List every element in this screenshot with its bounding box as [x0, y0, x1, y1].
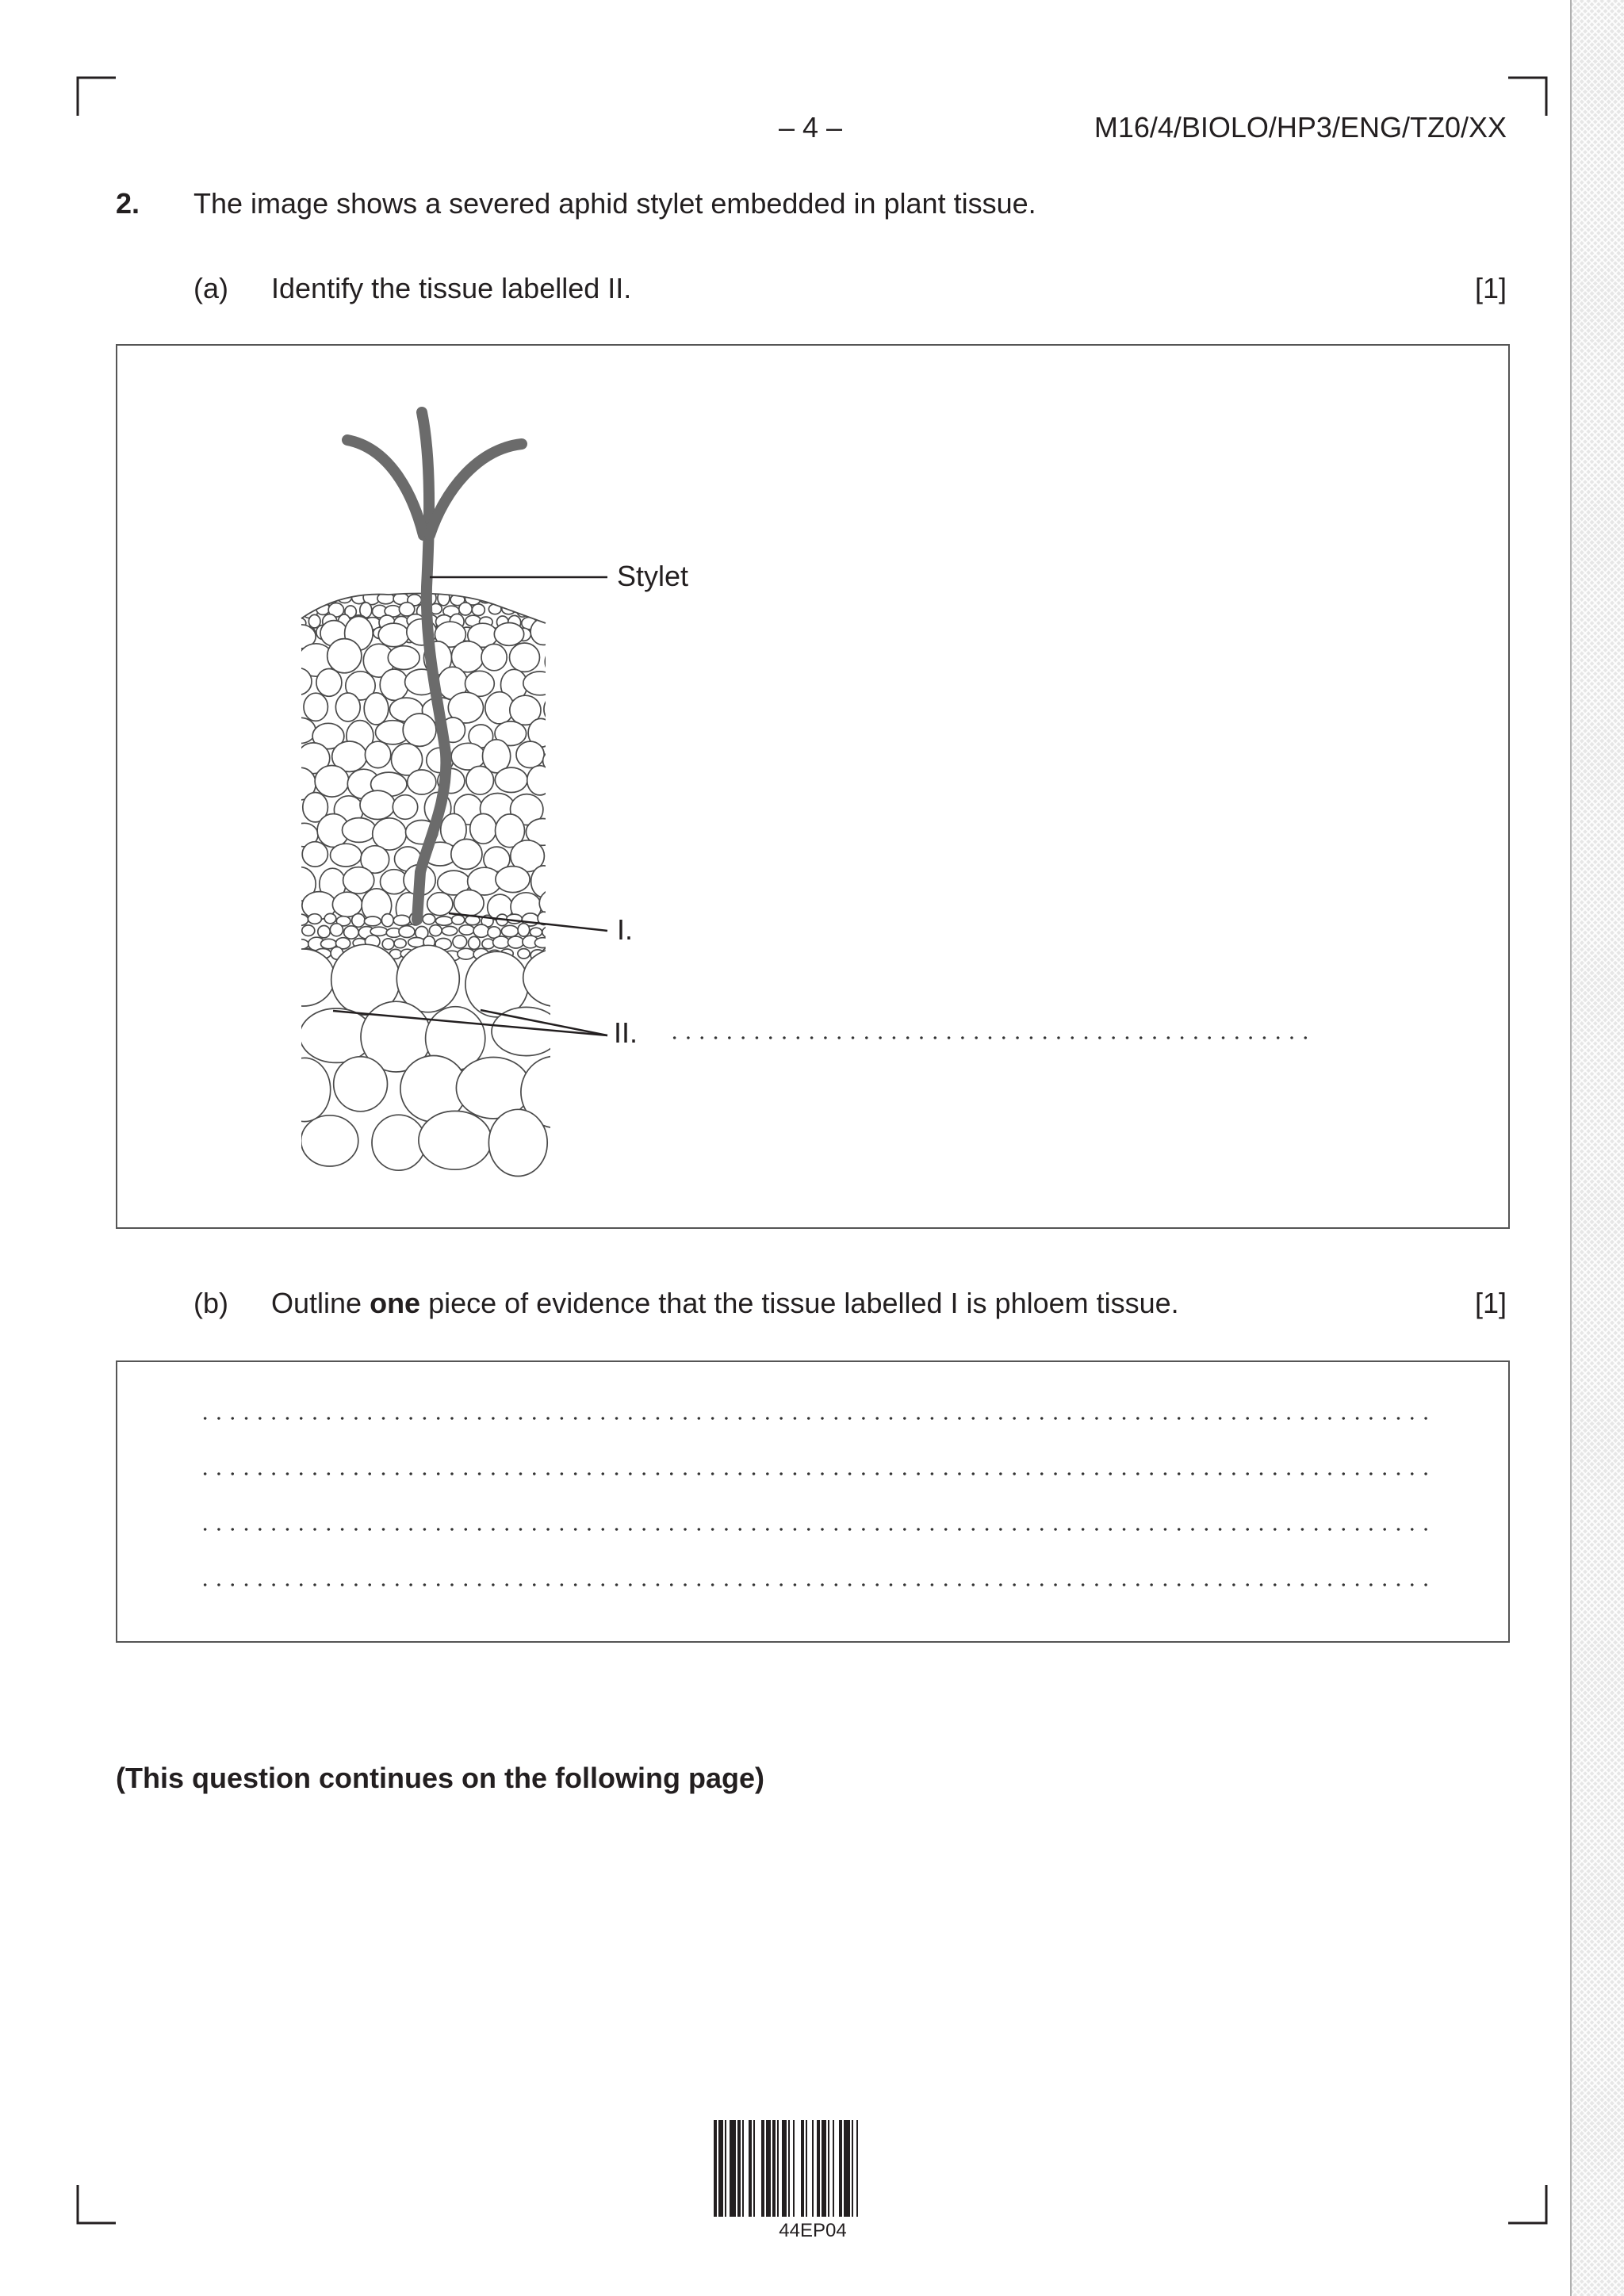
plant-cell — [510, 591, 524, 604]
plant-cell — [430, 925, 442, 936]
plant-cell — [360, 790, 395, 819]
plant-cell — [301, 1115, 358, 1166]
plant-cell — [435, 916, 452, 925]
plant-cell — [550, 592, 566, 607]
plant-cell — [442, 926, 457, 935]
page-number: – 4 – — [779, 111, 843, 144]
plant-cell — [315, 766, 349, 798]
plant-cell — [452, 915, 465, 924]
plant-cell — [399, 926, 415, 938]
plant-cell — [553, 617, 565, 628]
plant-cell — [343, 818, 377, 843]
plant-cell — [488, 1109, 547, 1176]
plant-cell — [494, 623, 523, 646]
plant-cell — [438, 591, 450, 606]
plant-cell — [381, 914, 393, 927]
plant-cell — [408, 770, 436, 794]
barcode-bar — [812, 2120, 814, 2217]
corner-mark-bottom-left — [76, 2185, 116, 2225]
plant-cell — [469, 936, 481, 949]
plant-cell — [534, 938, 550, 948]
barcode-bar — [788, 2120, 790, 2217]
corner-mark-top-left — [76, 76, 116, 116]
binding-margin-strip — [1570, 0, 1624, 2296]
plant-cell — [523, 672, 557, 695]
plant-cell — [393, 915, 410, 925]
barcode — [712, 2120, 910, 2217]
plant-cell — [551, 936, 568, 948]
plant-cell — [302, 842, 327, 867]
plant-cell — [482, 939, 494, 949]
barcode-bar — [718, 2120, 723, 2217]
barcode-bar — [742, 2120, 744, 2217]
plant-cell — [516, 741, 544, 767]
plant-cell — [451, 839, 482, 869]
plant-cell — [546, 605, 558, 617]
label-tissue-i: I. — [617, 913, 634, 946]
plant-cell — [330, 924, 343, 936]
plant-cell — [454, 890, 485, 916]
part-a-text: Identify the tissue labelled II. — [271, 272, 632, 304]
plant-cell — [466, 766, 494, 794]
answer-line-part-b-3[interactable] — [198, 1527, 1432, 1532]
plant-cell — [331, 844, 362, 867]
barcode-bar — [730, 2120, 736, 2217]
barcode-bar — [766, 2120, 771, 2217]
plant-cell — [507, 914, 522, 924]
plant-cell — [518, 949, 530, 959]
plant-cell — [530, 603, 543, 618]
plant-cell — [488, 604, 501, 614]
barcode-bar — [777, 2120, 779, 2217]
plant-cell — [382, 939, 394, 950]
plant-cell — [364, 916, 381, 926]
plant-cell — [302, 925, 315, 936]
plant-cell — [309, 591, 321, 606]
plant-cell — [388, 646, 419, 670]
plant-cell — [543, 748, 576, 774]
part-a-marks: [1] — [1474, 272, 1507, 304]
plant-cell — [334, 1057, 388, 1112]
plant-cell — [548, 789, 573, 819]
plant-cell — [508, 936, 524, 948]
plant-cell — [459, 603, 472, 615]
plant-cell — [501, 925, 518, 936]
plant-cell — [472, 604, 485, 616]
plant-cell — [318, 926, 330, 938]
barcode-bar — [801, 2120, 804, 2217]
plant-cell — [523, 949, 594, 1007]
plant-cell — [427, 893, 453, 916]
plant-cell — [453, 936, 467, 948]
barcode-bar — [753, 2120, 755, 2217]
plant-cell — [293, 939, 308, 950]
plant-cell — [304, 693, 327, 721]
plant-cell — [495, 767, 527, 792]
plant-cell — [535, 592, 551, 603]
plant-cell — [523, 594, 537, 607]
plant-cell — [492, 591, 508, 605]
plant-cell — [295, 593, 307, 604]
paper-code: M16/4/BIOLO/HP3/ENG/TZ0/XX — [1094, 111, 1507, 144]
answer-line-part-a[interactable] — [668, 1035, 1312, 1040]
plant-cell — [378, 623, 409, 647]
plant-cell — [470, 813, 496, 844]
plant-tissue — [293, 590, 594, 1177]
continuation-note: (This question continues on the following page) — [116, 1762, 764, 1794]
barcode-text: 44EP04 — [779, 2220, 847, 2241]
plant-cell — [324, 913, 336, 923]
barcode-bar — [725, 2120, 726, 2217]
plant-cell — [365, 741, 390, 767]
plant-cell — [547, 842, 573, 873]
barcode-bar — [714, 2120, 717, 2217]
part-a-label: (a) — [193, 272, 228, 304]
plant-cell — [502, 603, 515, 614]
plant-cell — [544, 695, 569, 723]
part-b-text-end: piece of evidence that the tissue labelled I is phloem tissue. — [420, 1287, 1179, 1319]
part-b-answer-box — [116, 1360, 1510, 1643]
barcode-bar — [817, 2120, 820, 2217]
plant-cell — [293, 914, 308, 925]
barcode-bar — [772, 2120, 776, 2217]
plant-cell — [396, 945, 459, 1012]
barcode-bar — [856, 2120, 858, 2217]
corner-mark-bottom-right — [1508, 2185, 1548, 2225]
barcode-bar — [828, 2120, 829, 2217]
plant-cell — [545, 649, 570, 675]
plant-cell — [344, 926, 359, 939]
answer-line-part-b-4[interactable] — [198, 1582, 1432, 1587]
barcode-bar — [806, 2120, 807, 2217]
label-tissue-ii: II. — [614, 1016, 638, 1049]
plant-cell — [343, 867, 374, 894]
plant-cell — [458, 948, 474, 959]
barcode-bar — [749, 2120, 752, 2217]
barcode-bar — [833, 2120, 834, 2217]
question-number: 2. — [116, 187, 140, 220]
plant-cell — [518, 924, 530, 936]
plant-cell — [316, 669, 342, 697]
corner-mark-top-right — [1508, 76, 1548, 116]
plant-cell — [527, 766, 553, 795]
barcode-bar — [822, 2120, 826, 2217]
question-stem: The image shows a severed aphid stylet embedded in plant tissue. — [193, 187, 1036, 220]
plant-cell — [496, 867, 530, 893]
part-b-marks: [1] — [1474, 1287, 1507, 1319]
part-b-text-bold: one — [370, 1287, 421, 1319]
aphid-stylet-diagram — [293, 396, 674, 1181]
barcode-bar — [839, 2120, 842, 2217]
barcode-bar — [844, 2120, 850, 2217]
plant-cell — [372, 1115, 426, 1170]
barcode-bar — [793, 2120, 795, 2217]
plant-cell — [308, 914, 321, 924]
part-b-text — [271, 1287, 1179, 1320]
answer-line-part-b-1[interactable] — [198, 1416, 1432, 1421]
plant-cell — [493, 936, 510, 948]
plant-cell — [403, 714, 436, 746]
part-b-text-start: Outline — [271, 1287, 370, 1319]
plant-cell — [542, 926, 558, 938]
plant-cell — [473, 924, 489, 937]
plant-cell — [459, 925, 474, 935]
label-stylet: Stylet — [617, 560, 689, 592]
plant-cell — [393, 795, 417, 820]
plant-cell — [481, 644, 507, 670]
plant-cell — [370, 927, 388, 936]
answer-line-part-b-2[interactable] — [198, 1471, 1432, 1476]
plant-cell — [327, 639, 362, 673]
plant-cell — [364, 693, 389, 725]
plant-cell — [419, 1111, 492, 1169]
plant-cell — [394, 939, 406, 948]
barcode-bar — [761, 2120, 764, 2217]
plant-cell — [293, 1058, 331, 1121]
barcode-bar — [737, 2120, 741, 2217]
plant-cell — [352, 914, 365, 928]
plant-cell — [423, 914, 435, 924]
plant-cell — [335, 693, 360, 721]
plant-cell — [510, 643, 540, 672]
barcode-bar — [782, 2120, 787, 2217]
barcode-bar — [852, 2120, 853, 2217]
part-b-label: (b) — [193, 1287, 228, 1319]
